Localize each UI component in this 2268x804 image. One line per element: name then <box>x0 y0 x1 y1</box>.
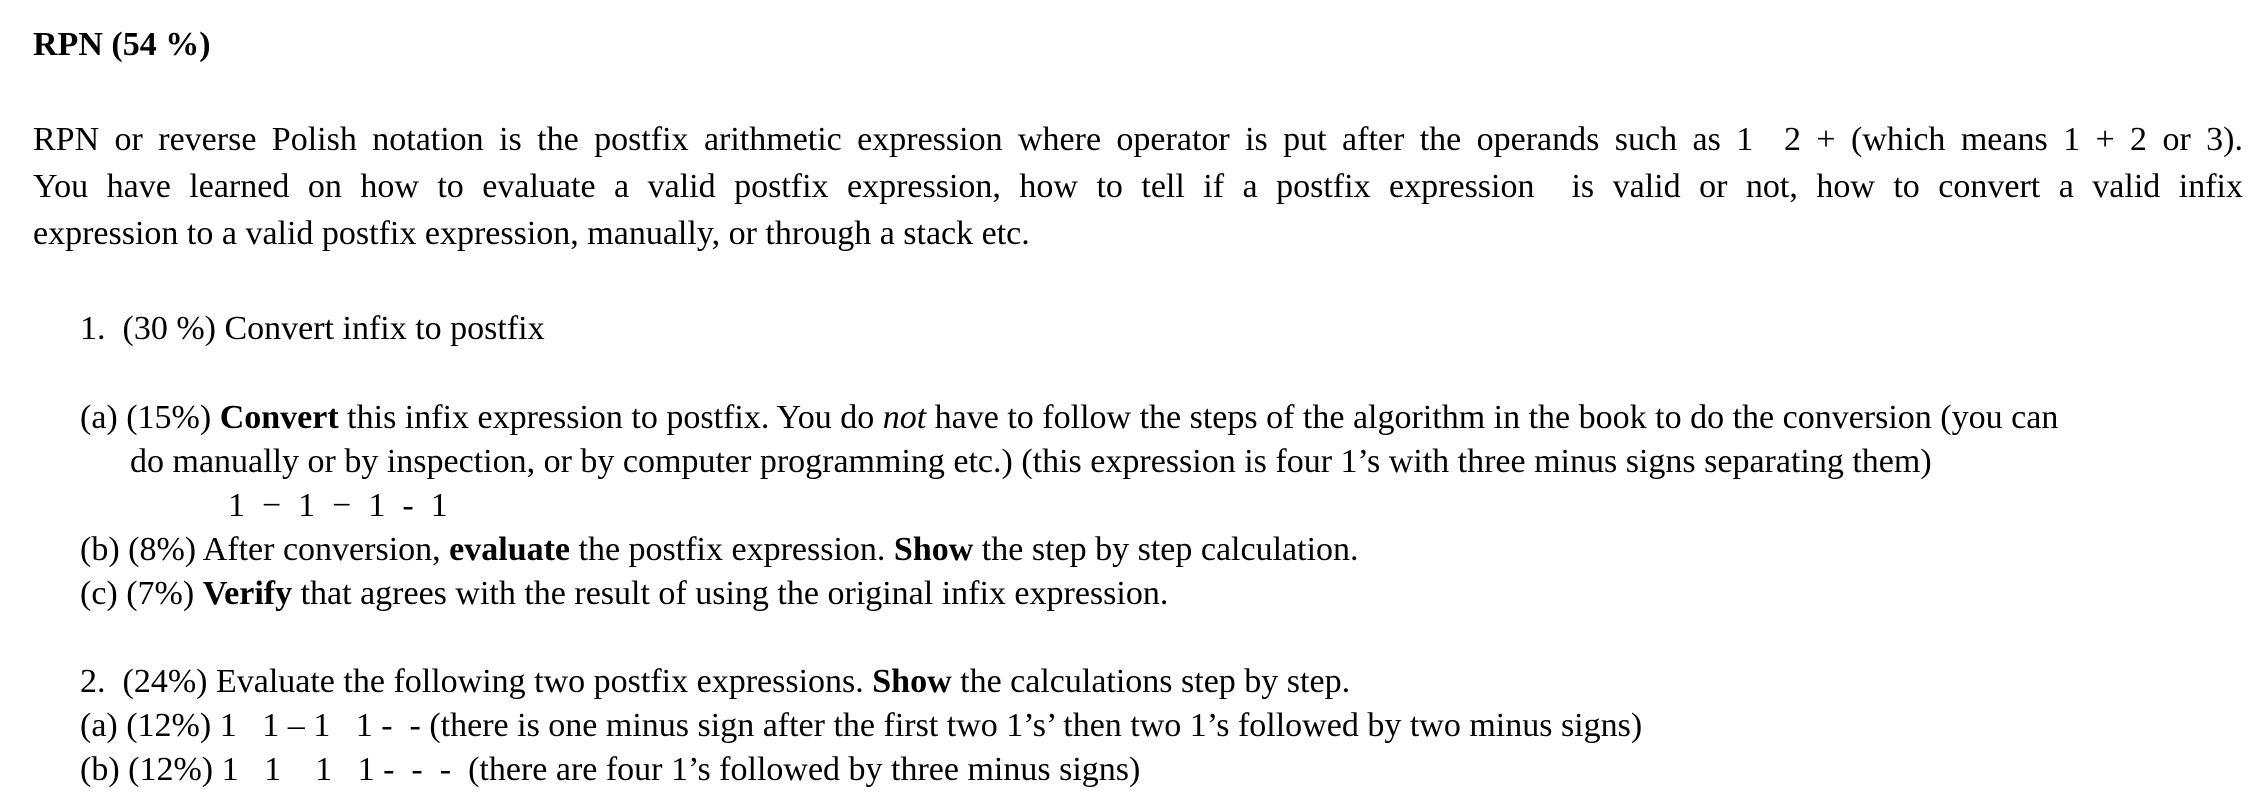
question-2-heading: 2. (24%) Evaluate the following two postfix expressions. Show the calculations step by step. <box>80 663 1351 700</box>
question-1a-expression: 1 − 1 − 1 - 1 <box>228 487 448 524</box>
question-2-bold-show: Show <box>872 663 952 700</box>
question-1b-bold-show: Show <box>893 531 974 568</box>
intro-line-2: You have learned on how to evaluate a valid postfix expression, how to tell if a postfix expression is valid or not, how to convert a valid infix <box>33 168 2243 205</box>
question-1a-line-2: do manually or by inspection, or by computer programming etc.) (this expression is four 1’s with three minus signs separating them) <box>130 443 1932 480</box>
question-1b-bold-evaluate: evaluate <box>449 531 571 568</box>
question-1b: (b) (8%) After conversion, evaluate the postfix expression. Show the step by step calculation. <box>80 531 1359 568</box>
question-1a-prefix: (a) (15%) <box>80 399 220 436</box>
question-2a: (a) (12%) 1 1 – 1 1 - - (there is one minus sign after the first two 1’s’ then two 1’s followed by two minus signs) <box>80 707 1643 744</box>
question-1a-italic-not: not <box>882 399 927 436</box>
question-1-heading: 1. (30 %) Convert infix to postfix <box>80 310 545 347</box>
question-1c: (c) (7%) Verify that agrees with the result of using the original infix expression. <box>80 575 1169 612</box>
question-1a-line-1: (a) (15%) Convert this infix expression to postfix. You do not have to follow the steps of the algorithm in the book to do the conversion (you can <box>80 399 2059 436</box>
section-title: RPN (54 %) <box>33 26 211 63</box>
question-1c-bold-verify: Verify <box>202 575 293 612</box>
intro-line-1: RPN or reverse Polish notation is the postfix arithmetic expression where operator is put after the operands such as 1 2 + (which means 1 + 2 or 3). <box>33 121 2243 158</box>
question-2b: (b) (12%) 1 1 1 1 - - - (there are four 1’s followed by three minus signs) <box>80 751 1141 788</box>
question-1a-bold-convert: Convert <box>219 399 339 436</box>
intro-line-3: expression to a valid postfix expression, manually, or through a stack etc. <box>33 215 1030 252</box>
